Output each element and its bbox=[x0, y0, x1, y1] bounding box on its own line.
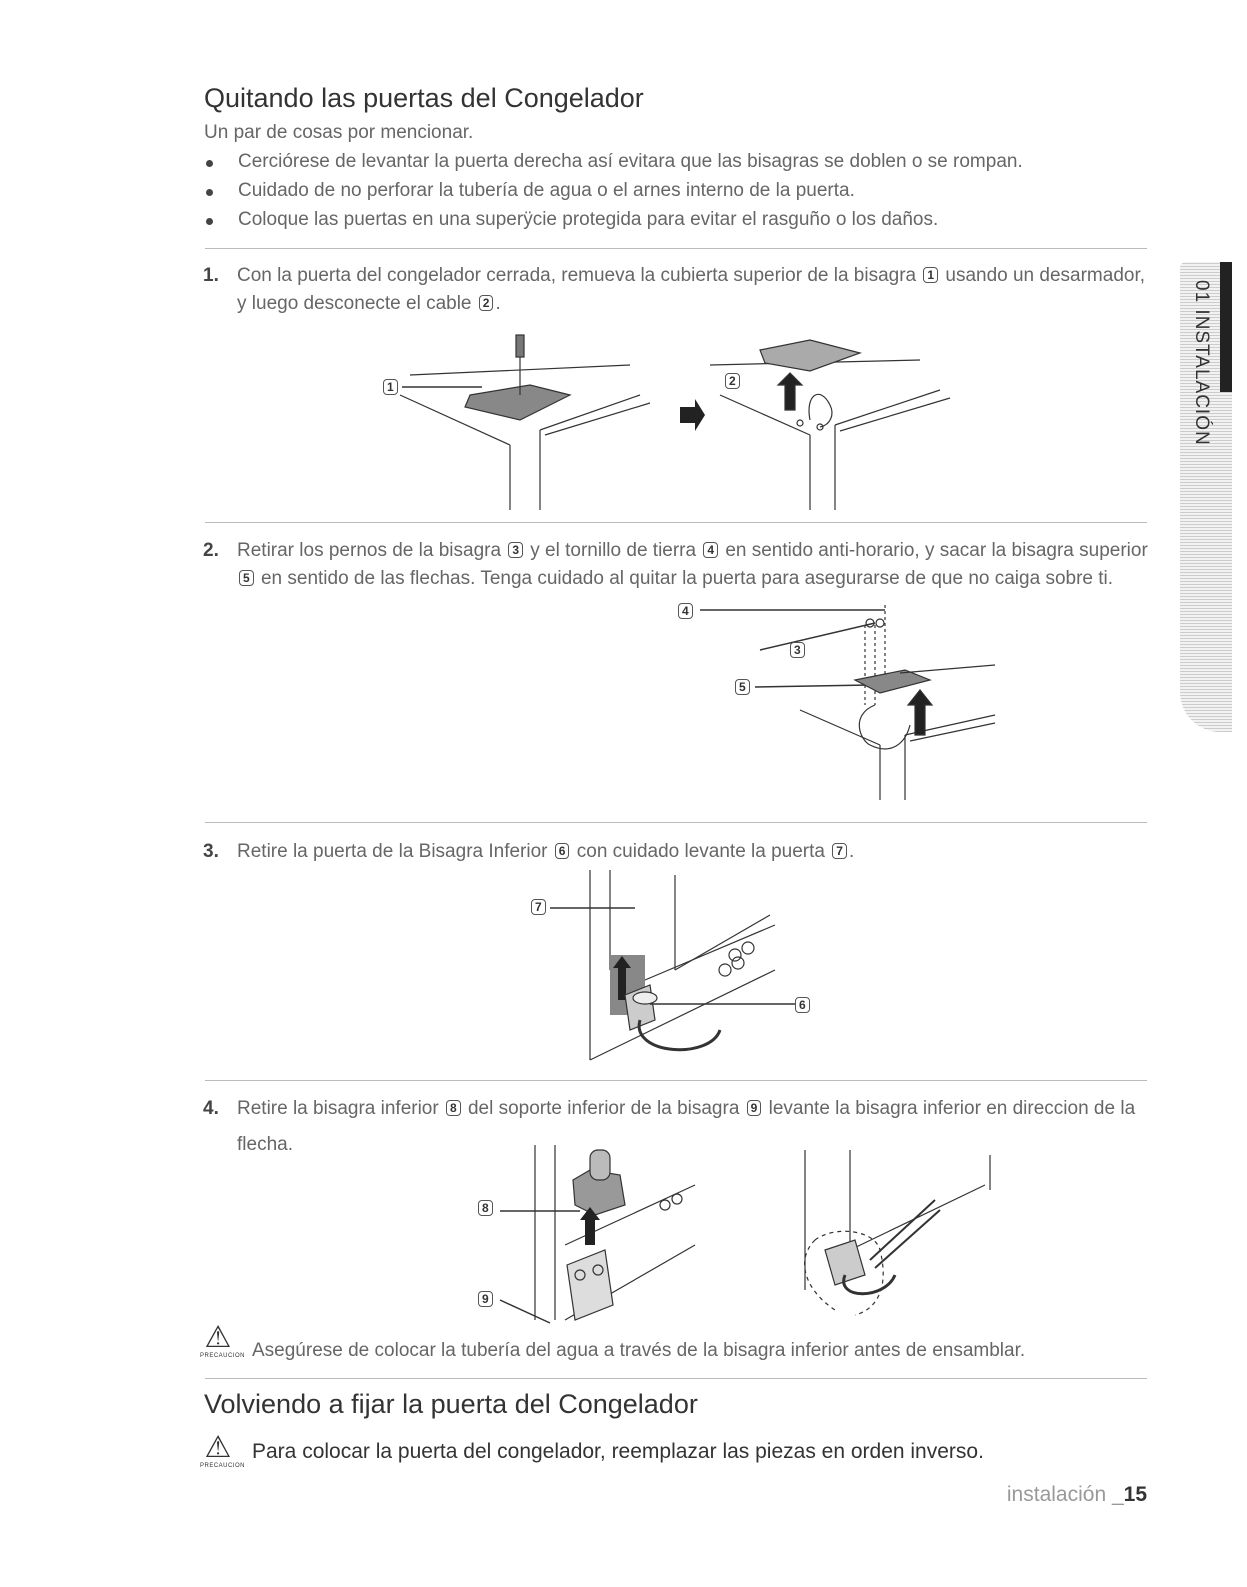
callout-badge: 3 bbox=[508, 542, 523, 558]
callout-badge: 1 bbox=[923, 267, 938, 283]
section-title-reattach: Volviendo a fijar la puerta del Congelador bbox=[204, 1389, 698, 1419]
intro-text: Un par de cosas por mencionar. bbox=[204, 122, 474, 143]
section-title-removing: Quitando las puertas del Congelador bbox=[204, 83, 644, 113]
figure-step-4-left bbox=[495, 1145, 735, 1325]
caution-label: PRECAUCION bbox=[200, 1353, 246, 1359]
callout-badge: 8 bbox=[446, 1100, 461, 1116]
callout-1: 1 bbox=[383, 379, 398, 395]
caution-icon bbox=[200, 1321, 246, 1359]
callout-3: 3 bbox=[790, 642, 805, 658]
bullet-item bbox=[238, 180, 855, 202]
step-number: 1. bbox=[203, 265, 219, 286]
chapter-side-tab bbox=[1180, 262, 1232, 732]
callout-badge: 4 bbox=[703, 542, 718, 558]
divider bbox=[205, 1378, 1147, 1379]
bullet-text: Cuidado de no perforar la tubería de agua o el arnes interno de la puerta. bbox=[238, 180, 855, 201]
callout-badge: 5 bbox=[239, 570, 254, 586]
callout-6: 6 bbox=[795, 997, 810, 1013]
caution-text: Asegúrese de colocar la tubería del agua a través de la bisagra inferior antes de ensamblar. bbox=[252, 1340, 1026, 1361]
callout-badge: 9 bbox=[747, 1100, 762, 1116]
bullet-text: Cerciórese de levantar la puerta derecha así evitara que las bisagras se doblen o se rompan. bbox=[238, 151, 1023, 172]
step-text: Retirar los pernos de la bisagra 3 y el tornillo de tierra 4 en sentido anti-horario, y sacar la bisagra superior 5 en sentido de las flechas. Tenga cuidado al quitar la puerta para asegurarse de que no caiga sobre ti. bbox=[237, 540, 1148, 589]
figure-step-3 bbox=[560, 870, 820, 1065]
bullet-text: Coloque las puertas en una superÿcie protegida para evitar el rasguño o los daños. bbox=[238, 209, 939, 230]
bullet-item bbox=[238, 209, 938, 231]
callout-badge: 2 bbox=[479, 295, 494, 311]
step-text: Retire la bisagra inferior 8 del soporte inferior de la bisagra 9 levante la bisagra inferior en direccion de la flecha. bbox=[237, 1098, 1136, 1155]
leader-line bbox=[402, 384, 502, 394]
bullet-dot bbox=[206, 160, 213, 167]
page-footer bbox=[1007, 1483, 1147, 1507]
warning-triangle-icon: ⚠ bbox=[204, 1321, 232, 1354]
caution-icon bbox=[200, 1431, 246, 1469]
tab-marker bbox=[1220, 262, 1232, 392]
callout-8: 8 bbox=[478, 1200, 493, 1216]
caution-label: PRECAUCION bbox=[200, 1463, 246, 1469]
page-number: 15 bbox=[1123, 1483, 1147, 1506]
divider bbox=[205, 1080, 1147, 1081]
reattach-caution-text: Para colocar la puerta del congelador, reemplazar las piezas en orden inverso. bbox=[252, 1440, 984, 1463]
divider bbox=[205, 248, 1147, 249]
figure-step-2 bbox=[700, 595, 1020, 805]
step-number: 4. bbox=[203, 1098, 219, 1119]
step-number: 3. bbox=[203, 841, 219, 862]
callout-9: 9 bbox=[478, 1291, 493, 1307]
callout-badge: 7 bbox=[832, 843, 847, 859]
divider bbox=[205, 522, 1147, 523]
figure-step-1 bbox=[380, 335, 980, 515]
footer-label: instalación _ bbox=[1006, 1483, 1124, 1506]
callout-badge: 6 bbox=[555, 843, 570, 859]
callout-2: 2 bbox=[725, 373, 740, 389]
callout-4: 4 bbox=[678, 603, 693, 619]
step-number: 2. bbox=[203, 540, 219, 561]
step-text: Retire la puerta de la Bisagra Inferior 6 con cuidado levante la puerta 7 . bbox=[237, 841, 855, 862]
bullet-item bbox=[238, 151, 1023, 173]
callout-7: 7 bbox=[531, 899, 546, 915]
bullet-dot bbox=[206, 218, 213, 225]
chapter-label: 01 INSTALACIÓN bbox=[1191, 280, 1212, 446]
callout-5: 5 bbox=[735, 679, 750, 695]
step-text: Con la puerta del congelador cerrada, remueva la cubierta superior de la bisagra 1 usando un desarmador, y luego desconecte el cable 2 . bbox=[237, 265, 1146, 314]
figure-step-4-right bbox=[795, 1150, 995, 1320]
divider bbox=[205, 822, 1147, 823]
bullet-dot bbox=[206, 189, 213, 196]
warning-triangle-icon: ⚠ bbox=[204, 1431, 232, 1464]
